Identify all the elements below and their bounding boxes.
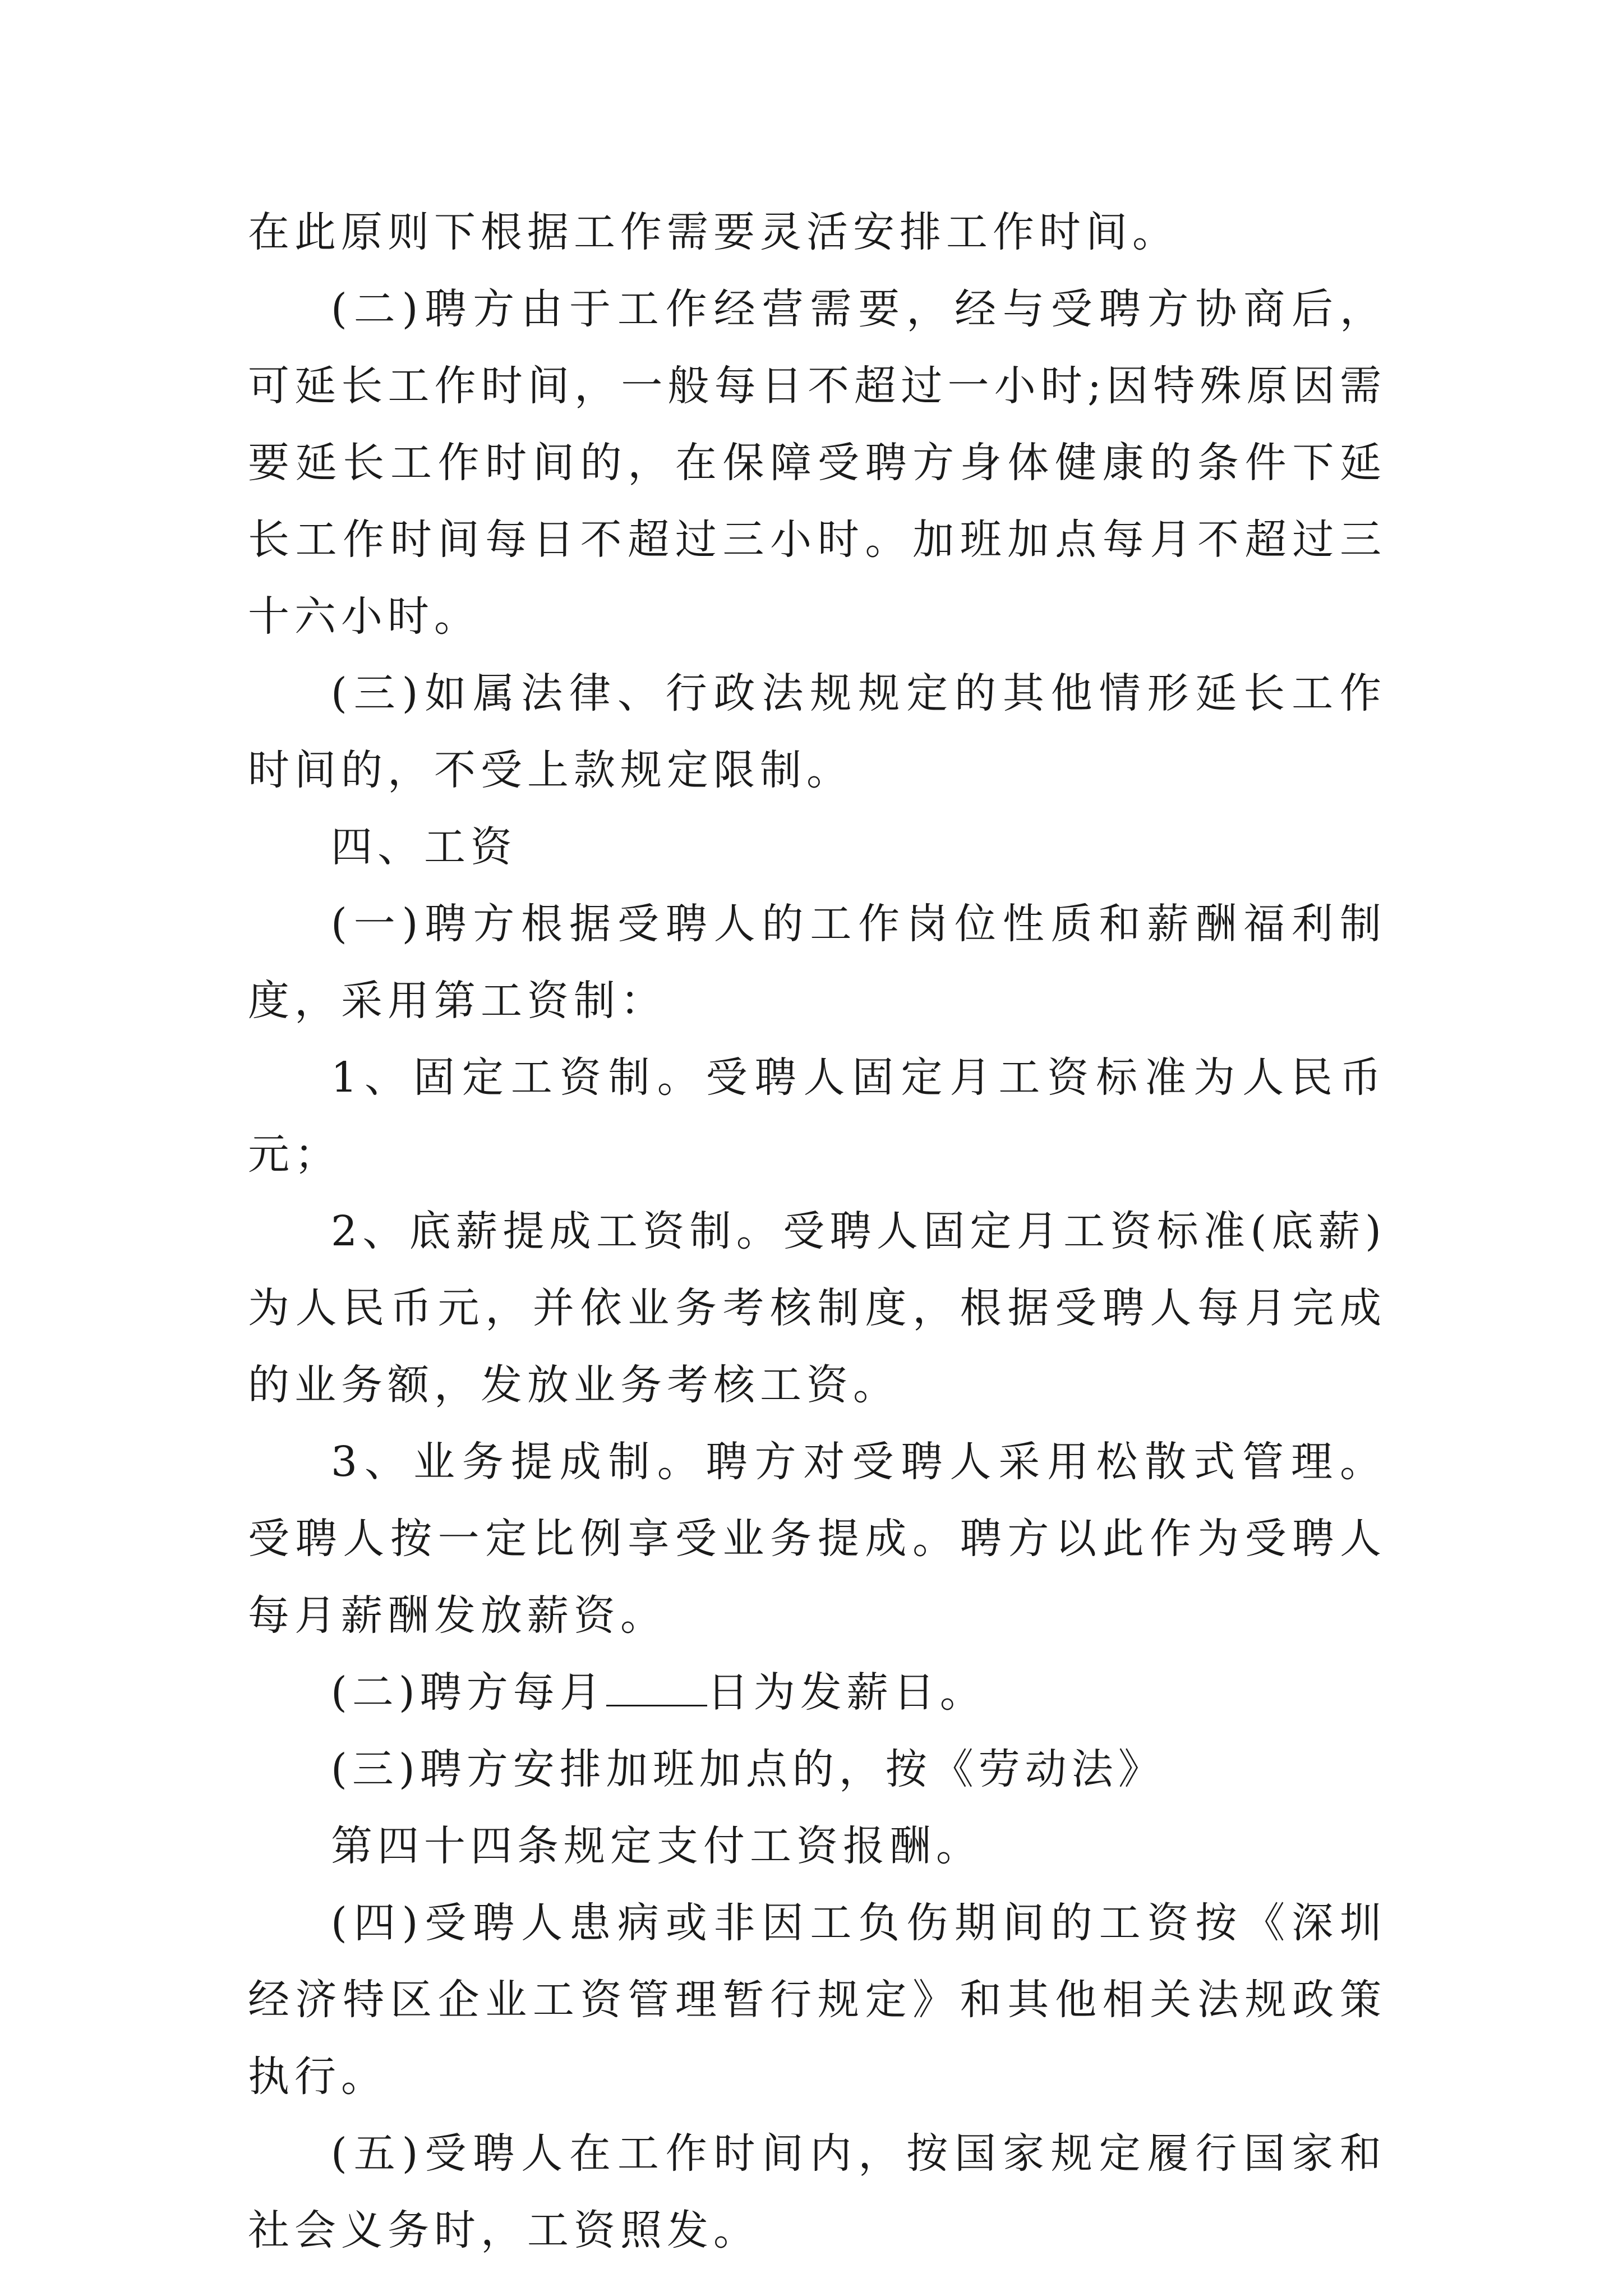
paragraph-5: (一)聘方根据受聘人的工作岗位性质和薪酬福利制度，采用第工资制： [248,900,1386,1025]
paragraph-1: 在此原则下根据工作需要灵活安排工作时间。 [248,208,1179,256]
paragraph-3: (三)如属法律、行政法规规定的其他情形延长工作时间的，不受上款规定限制。 [248,669,1386,794]
paragraph-payday [248,1654,1386,1731]
section-heading-wages: 四、工资 [331,823,517,871]
paragraph-6: 1、固定工资制。受聘人固定月工资标准为人民币 元； [248,1053,1405,1179]
payday-before: (二)聘方每月 [331,1668,606,1717]
payday-after: 日为发薪日。 [707,1668,986,1717]
paragraph-13: (五)受聘人在工作时间内，按国家规定履行国家和社会义务时，工资照发。 [248,2129,1386,2254]
paragraph-7: 2、底薪提成工资制。受聘人固定月工资标准(底薪)为人民币元，并依业务考核制度，根据受聘人每月完成的业务额，发放业务考核工资。 [248,1207,1386,1409]
paragraph-11: 第四十四条规定支付工资报酬。 [331,1822,983,1870]
paragraph-8: 3、业务提成制。聘方对受聘人采用松散式管理。受聘人按一定比例享受业务提成。聘方以此作为受聘人每月薪酬发放薪资。 [248,1438,1386,1640]
paragraph-2: (二)聘方由于工作经营需要，经与受聘方协商后，可延长工作时间，一般每日不超过一小时;因特殊原因需要延长工作时间的，在保障受聘方身体健康的条件下延长工作时间每日不超过三小时。加班加点每月不超过三十六小时。 [248,285,1386,641]
paragraph-12: (四)受聘人患病或非因工负伤期间的工资按《深圳经济特区企业工资管理暂行规定》和其他相关法规政策执行。 [248,1899,1386,2101]
payday-blank-field [606,1671,707,1706]
paragraph-10: (三)聘方安排加班加点的，按《劳动法》 [331,1745,1165,1793]
document-body [248,194,1405,2269]
